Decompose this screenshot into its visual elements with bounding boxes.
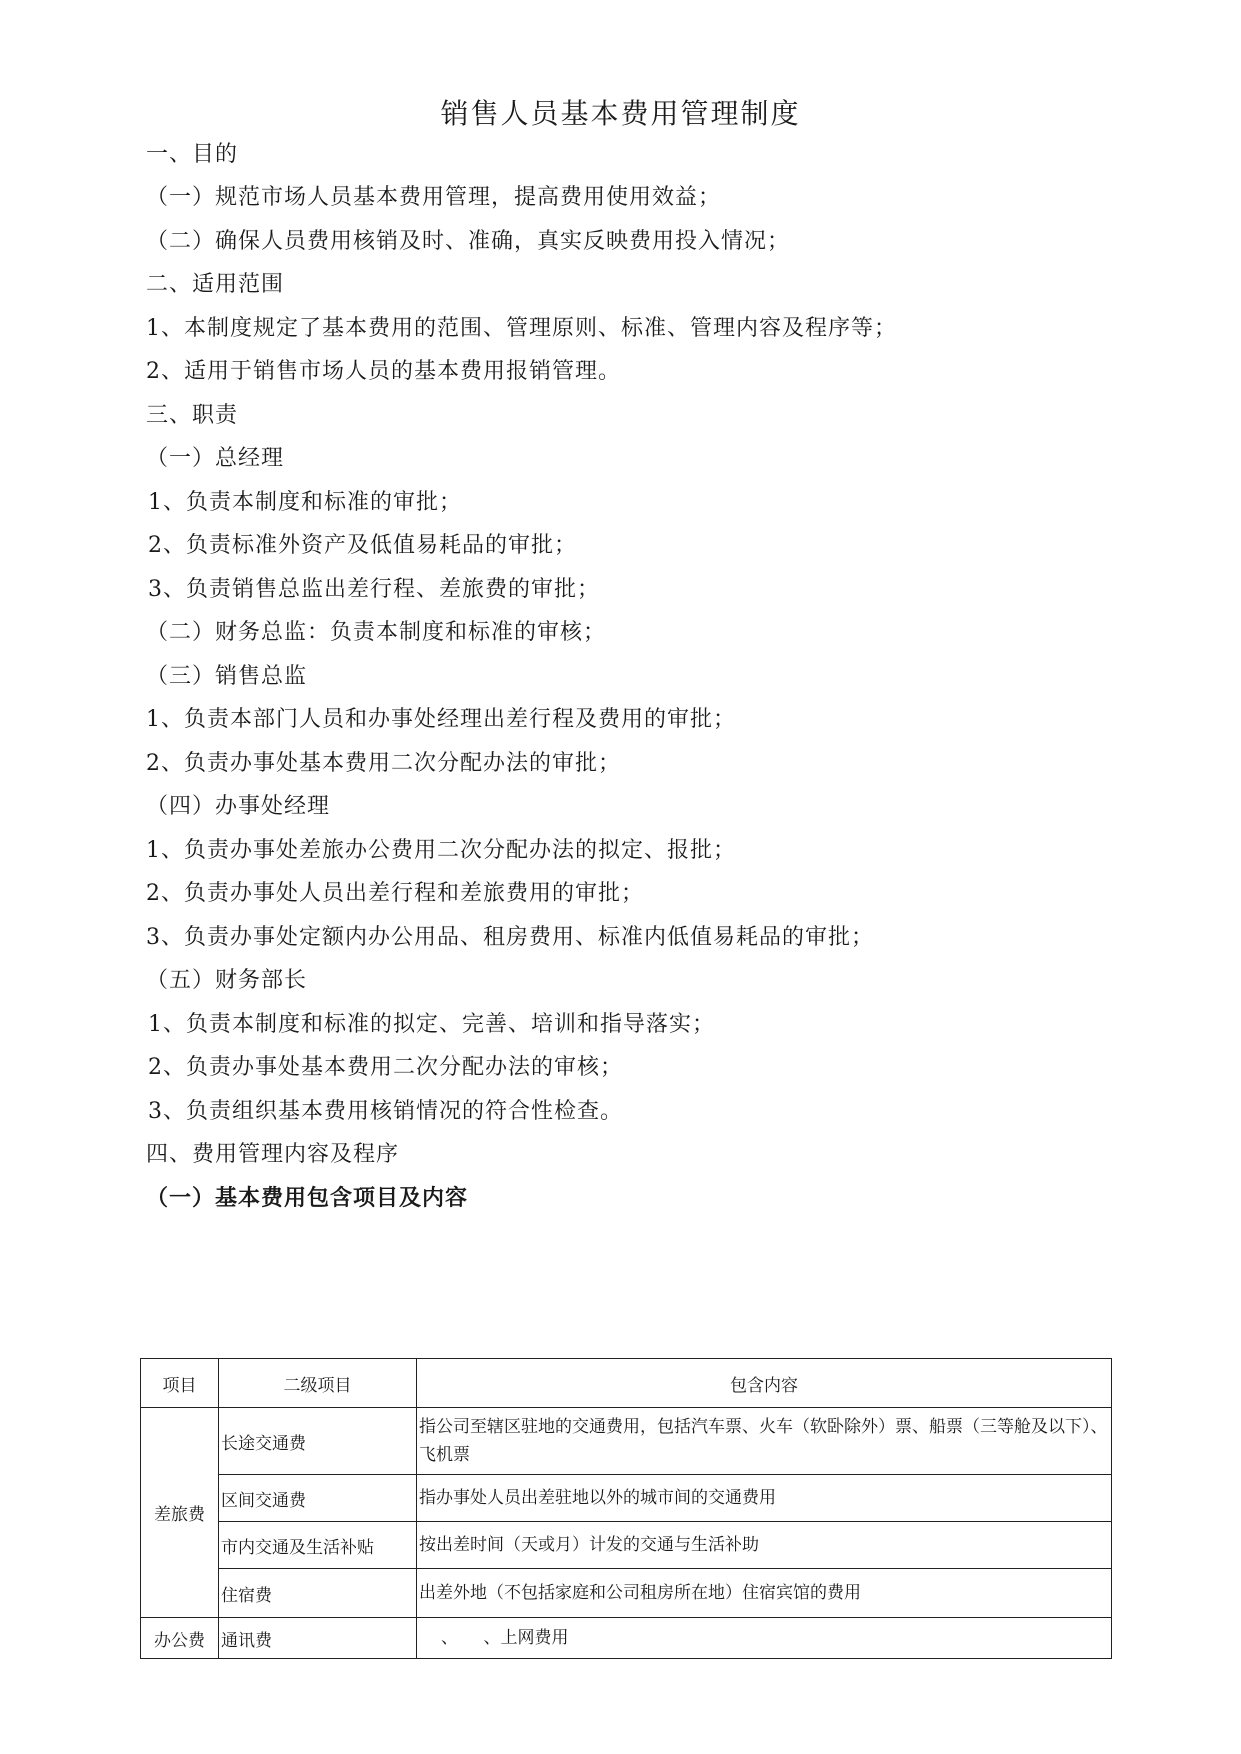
table-cell-subitem: 长途交通费 <box>219 1408 417 1475</box>
paragraph: 3、负责销售总监出差行程、差旅费的审批； <box>148 577 600 602</box>
paragraph: 3、负责组织基本费用核销情况的符合性检查。 <box>148 1099 623 1124</box>
paragraph: （五）财务部长 <box>146 968 308 993</box>
table-row <box>141 1475 1112 1522</box>
table-cell-category: 差旅费 <box>141 1408 219 1618</box>
table-row <box>141 1618 1112 1659</box>
paragraph: 2、负责办事处人员出差行程和差旅费用的审批； <box>146 881 644 906</box>
section-heading: 四、费用管理内容及程序 <box>146 1142 400 1167</box>
paragraph: （二）财务总监：负责本制度和标准的审核； <box>146 620 607 645</box>
paragraph: 1、负责本制度和标准的拟定、完善、培训和指导落实； <box>148 1012 715 1037</box>
section-heading: 二、适用范围 <box>146 272 285 297</box>
table-cell-category: 办公费 <box>141 1618 219 1659</box>
table-header: 二级项目 <box>219 1359 417 1408</box>
paragraph: （二）确保人员费用核销及时、准确，真实反映费用投入情况； <box>146 229 791 254</box>
table-cell-subitem: 通讯费 <box>219 1618 417 1659</box>
section-heading: 三、职责 <box>146 403 239 428</box>
paragraph: 1、负责本部门人员和办事处经理出差行程及费用的审批； <box>146 707 736 732</box>
table-cell-subitem: 市内交通及生活补贴 <box>219 1522 417 1569</box>
table-cell-subitem: 区间交通费 <box>219 1475 417 1522</box>
table-cell-subitem: 住宿费 <box>219 1569 417 1618</box>
section-heading: 一、目的 <box>146 142 239 167</box>
table-cell-content: 指办事处人员出差驻地以外的城市间的交通费用 <box>417 1475 1112 1522</box>
table-row <box>141 1408 1112 1475</box>
paragraph: 2、适用于销售市场人员的基本费用报销管理。 <box>146 359 621 384</box>
paragraph: 3、负责办事处定额内办公用品、租房费用、标准内低值易耗品的审批； <box>146 925 874 950</box>
paragraph: 2、负责办事处基本费用二次分配办法的审批； <box>146 751 621 776</box>
paragraph: 1、负责本制度和标准的审批； <box>148 490 462 515</box>
paragraph: （一）总经理 <box>146 446 285 471</box>
paragraph: （一）规范市场人员基本费用管理，提高费用使用效益； <box>146 185 722 210</box>
paragraph: 2、负责办事处基本费用二次分配办法的审核； <box>148 1055 623 1080</box>
table-cell-content: 指公司至辖区驻地的交通费用，包括汽车票、火车（软卧除外）票、船票（三等舱及以下）、飞机票 <box>417 1408 1112 1475</box>
paragraph: 2、负责标准外资产及低值易耗品的审批； <box>148 533 577 558</box>
table-header-row <box>141 1359 1112 1408</box>
paragraph: （四）办事处经理 <box>146 794 331 819</box>
expense-table <box>140 1358 1112 1659</box>
table-header: 包含内容 <box>417 1359 1112 1408</box>
table-cell-content: 出差外地（不包括家庭和公司租房所在地）住宿宾馆的费用 <box>417 1569 1112 1618</box>
table-row <box>141 1569 1112 1618</box>
paragraph: 1、本制度规定了基本费用的范围、管理原则、标准、管理内容及程序等； <box>146 316 897 341</box>
table-header: 项目 <box>141 1359 219 1408</box>
subsection-heading: （一）基本费用包含项目及内容 <box>146 1186 469 1211</box>
table-cell-content: 按出差时间（天或月）计发的交通与生活补助 <box>417 1522 1112 1569</box>
table-cell-content: 、 、上网费用 <box>417 1618 1112 1659</box>
table-row <box>141 1522 1112 1569</box>
document-title: 销售人员基本费用管理制度 <box>440 97 801 130</box>
paragraph: 1、负责办事处差旅办公费用二次分配办法的拟定、报批； <box>146 838 736 863</box>
paragraph: （三）销售总监 <box>146 664 308 689</box>
